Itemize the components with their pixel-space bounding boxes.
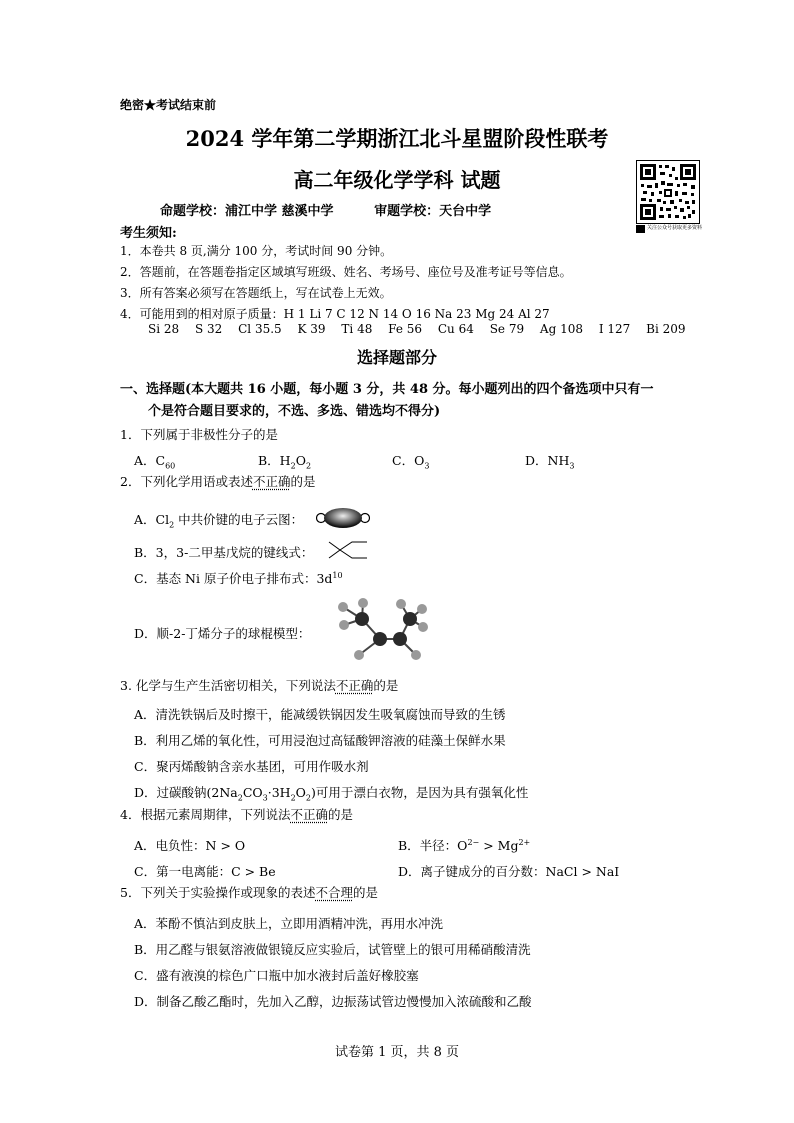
atomic-mass: Cu 64: [437, 322, 474, 336]
exam-title: 2024 学年第二学期浙江北斗星盟阶段性联考: [185, 126, 609, 151]
q3-option-a: A．清洗铁锅后及时擦干，能减缓铁锅因发生吸氧腐蚀而导致的生锈: [134, 707, 506, 722]
q4-option-a: A．电负性：N > O: [134, 838, 246, 853]
question-1-stem: 1．下列属于非极性分子的是: [120, 427, 278, 442]
atomic-mass: Fe 56: [388, 322, 423, 336]
atomic-mass: Ag 108: [539, 322, 583, 336]
reviewer-school: 审题学校：天台中学: [374, 204, 492, 219]
notice-item: 3．所有答案必须写在答题纸上，写在试卷上无效。: [120, 286, 392, 300]
exam-subtitle: 高二年级化学学科 试题: [293, 168, 501, 192]
q4-option-d: D．离子键成分的百分数：NaCl > NaI: [398, 864, 620, 879]
question-2-stem: 2．下列化学用语或表述不正确的是: [120, 474, 316, 489]
q2-option-d: D．顺-2-丁烯分子的球棍模型：: [134, 626, 311, 641]
electron-cloud-figure: [316, 505, 370, 531]
page-footer: 试卷第 1 页，共 8 页: [334, 1045, 460, 1060]
confidential-mark: 绝密★考试结束前: [120, 98, 217, 112]
atomic-mass: Se 79: [489, 322, 525, 336]
question-3-stem: 3. 化学与生产生活密切相关，下列说法不正确的是: [120, 678, 399, 693]
notice-item: 2．答题前，在答题卷指定区域填写班级、姓名、考场号、座位号及准考证号等信息。: [120, 265, 572, 279]
qr-caption-text: 关注公众号获取更多资料: [647, 225, 703, 231]
section-title: 选择题部分: [356, 348, 437, 367]
section-instruction: 一、选择题(本大题共 16 小题，每小题 3 分，共 48 分。每小题列出的四个备选项中只有一: [120, 382, 654, 397]
notice-title: 考生须知:: [120, 226, 177, 241]
q3-option-b: B．利用乙烯的氧化性，可用浸泡过高锰酸钾溶液的硅藻土保鲜水果: [134, 733, 506, 748]
skeletal-formula-figure: [326, 540, 370, 560]
qr-code: [636, 160, 700, 224]
notice-item: 1．本卷共 8 页,满分 100 分，考试时间 90 分钟。: [120, 244, 393, 258]
q1-option-b: B．$H_2O_2$: [258, 453, 312, 471]
q5-option-b: B．用乙醛与银氨溶液做银镜反应实验后，试管壁上的银可用稀硝酸清洗: [134, 942, 531, 957]
school-info: [160, 200, 491, 219]
q1-option-a: A．$C_{60}$: [134, 453, 176, 471]
atomic-mass: Bi 209: [646, 322, 686, 336]
question-5-stem: 5．下列关于实验操作或现象的表述不合理的是: [120, 885, 378, 900]
atomic-mass: S 32: [194, 322, 223, 336]
section-instruction: 个是符合题目要求的，不选、多选、错选均不得分): [148, 404, 441, 419]
atomic-mass: Si 28: [148, 322, 180, 336]
qr-caption: [636, 224, 703, 234]
q5-option-d: D．制备乙酸乙酯时，先加入乙醇，边振荡试管边慢慢加入浓硫酸和乙酸: [134, 994, 532, 1009]
q3-option-d: D．过碳酸钠$(2Na_2CO_3\cdot 3H_2O_2)$可用于漂白衣物，是因为具有强氧化性: [134, 785, 529, 803]
q3-option-c: C．聚丙烯酸钠含亲水基团，可用作吸水剂: [134, 759, 369, 774]
wechat-logo-icon: [636, 225, 645, 233]
question-4-stem: 4．根据元素周期律，下列说法不正确的是: [120, 807, 353, 822]
atomic-mass: I 127: [598, 322, 631, 336]
q2-option-b: B．3，3-二甲基戊烷的键线式：: [134, 545, 314, 560]
q1-option-c: C．$O_3$: [392, 453, 430, 471]
atomic-mass: K 39: [297, 322, 326, 336]
atomic-masses: [148, 322, 698, 336]
q2-option-a: A．$Cl_2$ 中共价键的电子云图：: [134, 512, 304, 530]
ball-stick-model-figure: [326, 597, 430, 663]
atomic-mass: Cl 35.5: [238, 322, 282, 336]
q2-option-c: C．基态 Ni 原子价电子排布式：$3d^{10}$: [134, 570, 343, 586]
proposer-schools: 命题学校：浦江中学 慈溪中学: [160, 204, 334, 219]
q1-option-d: D．$NH_3$: [525, 453, 575, 471]
q5-option-c: C．盛有液溴的棕色广口瓶中加水液封后盖好橡胶塞: [134, 968, 419, 983]
q5-option-a: A．苯酚不慎沾到皮肤上，立即用酒精冲洗，再用水冲洗: [134, 916, 444, 931]
notice-item: 4．可能用到的相对原子质量：H 1 Li 7 C 12 N 14 O 16 Na 23 Mg 24 Al 27: [120, 307, 550, 321]
atomic-mass: Ti 48: [341, 322, 373, 336]
q4-option-c: C．第一电离能：C > Be: [134, 864, 276, 879]
q4-option-b: B．半径：$O^{2-} > Mg^{2+}$: [398, 837, 531, 853]
